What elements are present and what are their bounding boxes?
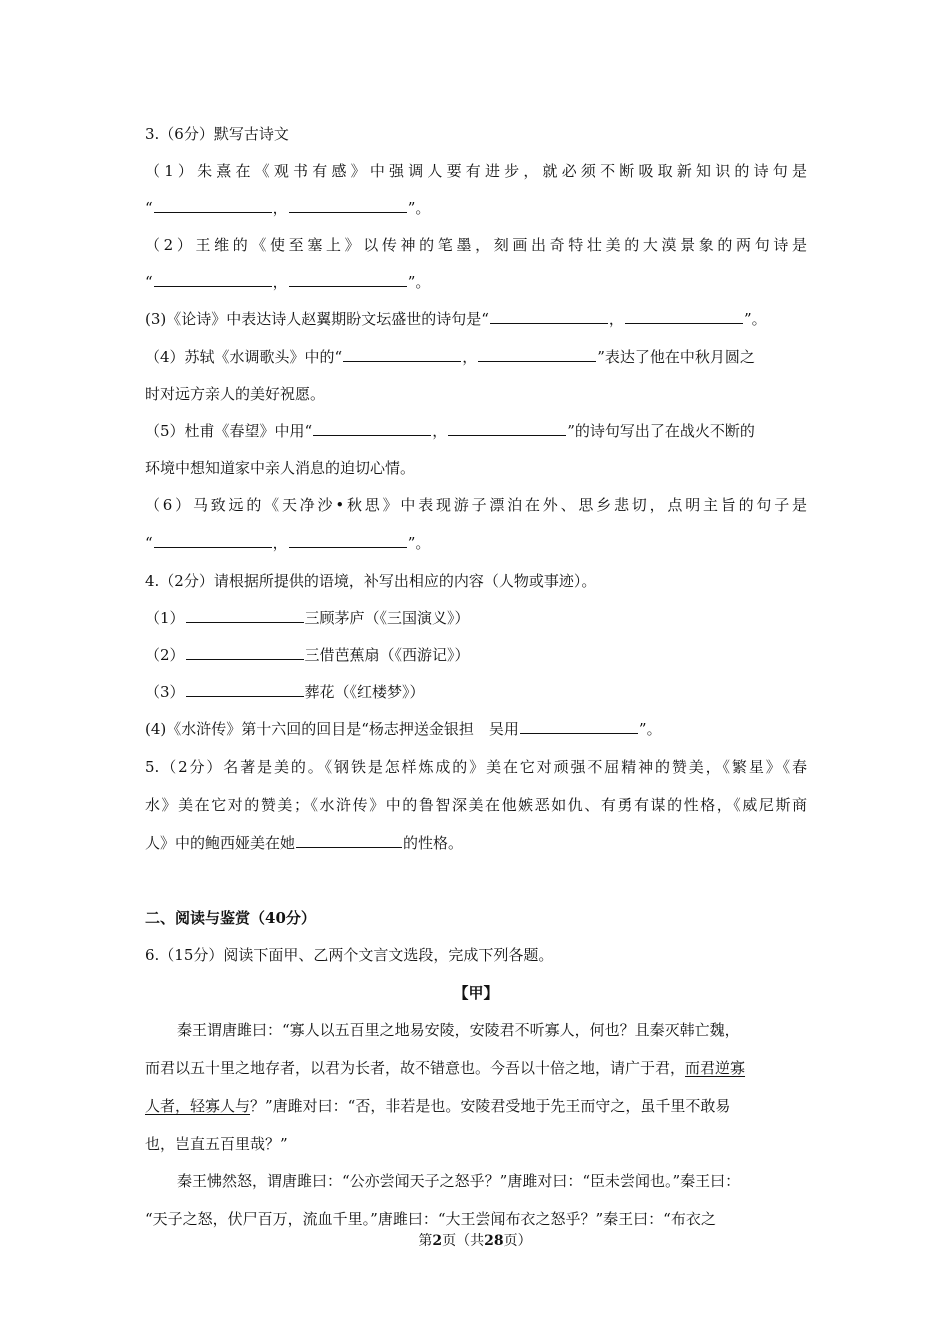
q4-item2: （2） 三借芭蕉扇（《西游记》） bbox=[145, 646, 470, 664]
q3-item4-line2: 时对远方亲人的美好祝愿。 bbox=[145, 385, 326, 403]
q3-item6-line2: “ ， ”。 bbox=[145, 534, 431, 552]
q3-item2-line2: “ ， ”。 bbox=[145, 273, 431, 291]
answer-blank[interactable] bbox=[343, 346, 461, 362]
section-title: 二、阅读与鉴赏（40分） bbox=[145, 909, 316, 927]
q3-item2-line1: （2）王维的《使至塞上》以传神的笔墨，刻画出奇特壮美的大漠景象的两句诗是 bbox=[145, 236, 807, 254]
answer-blank[interactable] bbox=[478, 346, 596, 362]
underlined-sentence: 人者，轻寡人与 bbox=[145, 1097, 251, 1115]
answer-blank[interactable] bbox=[289, 532, 407, 548]
answer-blank[interactable] bbox=[490, 308, 608, 324]
answer-blank[interactable] bbox=[520, 718, 638, 734]
passage-jia-p1-line3: 人者，轻寡人与？”唐雎对曰：“否，非若是也。安陵君受地于先王而守之，虽千里不敢易 bbox=[145, 1097, 731, 1115]
q6-heading: 6.（15分）阅读下面甲、乙两个文言文选段，完成下列各题。 bbox=[145, 946, 554, 964]
passage-jia-p1-line1: 秦王谓唐雎曰：“寡人以五百里之地易安陵，安陵君不听寡人，何也？且秦灭韩亡魏， bbox=[177, 1021, 740, 1039]
q4-heading: 4.（2分）请根据所提供的语境，补写出相应的内容（人物或事迹）。 bbox=[145, 572, 597, 590]
answer-blank[interactable] bbox=[296, 832, 402, 848]
q3-item4-line1: （4）苏轼《水调歌头》中的“ ， ”表达了他在中秋月圆之 bbox=[145, 348, 755, 366]
q4-item1: （1） 三顾茅庐（《三国演义》） bbox=[145, 609, 470, 627]
q3-heading: 3.（6分）默写古诗文 bbox=[145, 125, 289, 143]
answer-blank[interactable] bbox=[289, 197, 407, 213]
q4-item4: (4)《水浒传》第十六回的回目是“杨志押送金银担 吴用 ”。 bbox=[145, 720, 662, 738]
answer-blank[interactable] bbox=[154, 271, 272, 287]
answer-blank[interactable] bbox=[625, 308, 743, 324]
answer-blank[interactable] bbox=[154, 532, 272, 548]
underlined-sentence: 而君逆寡 bbox=[685, 1059, 746, 1077]
answer-blank[interactable] bbox=[186, 607, 304, 623]
total-pages: 28 bbox=[484, 1233, 504, 1249]
passage-jia-p1-line2: 而君以五十里之地存者，以君为长者，故不错意也。今吾以十倍之地，请广于君，而君逆寡 bbox=[145, 1059, 746, 1077]
q5-line1: 5.（2分）名著是美的。《钢铁是怎样炼成的》美在它对顽强不屈精神的赞美，《繁星》《春 bbox=[145, 758, 807, 776]
answer-blank[interactable] bbox=[186, 681, 304, 697]
answer-blank[interactable] bbox=[289, 271, 407, 287]
q5-line3: 人》中的鲍西娅美在她 的性格。 bbox=[145, 834, 464, 852]
q3-item1-line1: （1）朱熹在《观书有感》中强调人要有进步，就必须不断吸取新知识的诗句是 bbox=[145, 162, 807, 180]
page-footer: 第2页（共28页） bbox=[418, 1233, 532, 1249]
answer-blank[interactable] bbox=[448, 420, 566, 436]
q3-item5-line1: （5）杜甫《春望》中用“ ， ”的诗句写出了在战火不断的 bbox=[145, 422, 755, 440]
q5-line2: 水》美在它对的赞美；《水浒传》中的鲁智深美在他嫉恶如仇、有勇有谋的性格，《威尼斯商 bbox=[145, 796, 807, 814]
current-page: 2 bbox=[432, 1233, 443, 1249]
passage-jia-p2-line2: “天子之怒，伏尸百万，流血千里。”唐雎曰：“大王尝闻布衣之怒乎？”秦王曰：“布衣之 bbox=[145, 1210, 716, 1228]
answer-blank[interactable] bbox=[186, 644, 304, 660]
answer-blank[interactable] bbox=[154, 197, 272, 213]
q3-item6-line1: （6）马致远的《天净沙•秋思》中表现游子漂泊在外、思乡悲切，点明主旨的句子是 bbox=[145, 496, 807, 514]
answer-blank[interactable] bbox=[313, 420, 431, 436]
q3-item5-line2: 环境中想知道家中亲人消息的迫切心情。 bbox=[145, 459, 416, 477]
passage-jia-p1-line4: 也，岂直五百里哉？” bbox=[145, 1135, 288, 1153]
passage-jia-label: 【甲】 bbox=[453, 984, 499, 1002]
q3-item1-line2: “ ， ”。 bbox=[145, 199, 431, 217]
passage-jia-p2-line1: 秦王怫然怒，谓唐雎曰：“公亦尝闻天子之怒乎？”唐雎对曰：“臣未尝闻也。”秦王曰： bbox=[177, 1172, 741, 1190]
q3-item3: (3)《论诗》中表达诗人赵翼期盼文坛盛世的诗句是“ ， ”。 bbox=[145, 310, 767, 328]
q4-item3: （3） 葬花（《红楼梦》） bbox=[145, 683, 425, 701]
